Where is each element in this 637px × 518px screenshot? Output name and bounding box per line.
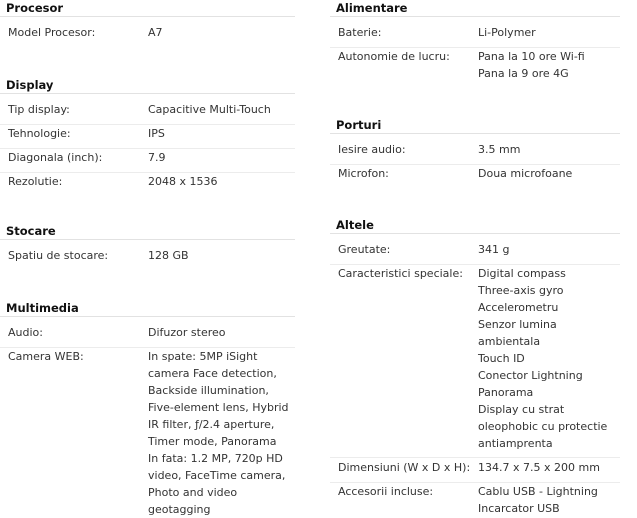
spec-row-dimensiuni (330, 457, 620, 482)
spec-label: Autonomie de lucru: (338, 50, 450, 63)
spec-row-greutate (330, 241, 620, 264)
spec-row-autonomie (330, 47, 620, 82)
spec-value-line: camera Face detection, (148, 367, 277, 380)
spec-value-line: Five-element lens, Hybrid (148, 401, 289, 414)
section-title: Procesor (0, 0, 295, 17)
spec-value-line: Digital compass (478, 267, 566, 280)
spec-value-line: Photo and video (148, 486, 238, 499)
spec-label: Microfon: (338, 167, 389, 180)
spec-label: Rezolutie: (8, 175, 63, 188)
spec-label: Baterie: (338, 26, 382, 39)
section-title: Porturi (330, 117, 620, 134)
spec-label: Spatiu de stocare: (8, 249, 109, 262)
spec-value-line: Senzor lumina (478, 318, 557, 331)
spec-value-line: Accelerometru (478, 301, 559, 314)
spec-value: Doua microfoane (478, 167, 573, 180)
spec-row-spatiu-stocare (0, 247, 295, 264)
section-title: Alimentare (330, 0, 620, 17)
spec-value: 3.5 mm (478, 143, 521, 156)
spec-label: Tip display: (8, 103, 70, 116)
spec-value: Difuzor stereo (148, 326, 226, 339)
spec-row-tip-display (0, 101, 295, 124)
spec-value-line: Three-axis gyro (478, 284, 564, 297)
spec-row-iesire-audio (330, 141, 620, 164)
spec-value: 134.7 x 7.5 x 200 mm (478, 461, 600, 474)
spec-label: Iesire audio: (338, 143, 406, 156)
spec-label: Greutate: (338, 243, 391, 256)
section-title: Multimedia (0, 300, 295, 317)
spec-value: IPS (148, 127, 165, 140)
spec-value-line: In fata: 1.2 MP, 720p HD (148, 452, 283, 465)
spec-value-line: video, FaceTime camera, (148, 469, 286, 482)
section-title: Stocare (0, 223, 295, 240)
section-display (0, 77, 295, 196)
spec-value-line: Cablu USB - Lightning (478, 485, 598, 498)
spec-label: Dimensiuni (W x D x H): (338, 461, 471, 474)
spec-value (478, 48, 620, 82)
spec-value: A7 (148, 26, 163, 39)
spec-value-line: Touch ID (478, 352, 525, 365)
section-porturi (330, 117, 620, 188)
spec-row-rezolutie (0, 172, 295, 196)
spec-row-tehnologie (0, 124, 295, 148)
spec-value-line: geotagging (148, 503, 211, 516)
spec-value-line: antiamprenta (478, 437, 553, 450)
spec-label: Camera WEB: (8, 350, 84, 363)
spec-value: 2048 x 1536 (148, 175, 218, 188)
spec-row-accesorii (330, 482, 620, 517)
spec-value-line: Pana la 10 ore Wi-fi (478, 50, 585, 63)
spec-row-baterie (330, 24, 620, 47)
spec-value-line: Pana la 9 ore 4G (478, 67, 569, 80)
section-alimentare (330, 0, 620, 82)
spec-row-diagonala (0, 148, 295, 172)
spec-value (478, 265, 620, 452)
section-procesor (0, 0, 295, 41)
spec-value (478, 483, 620, 517)
spec-value-line: Backside illumination, (148, 384, 269, 397)
section-multimedia (0, 300, 295, 518)
section-title: Altele (330, 217, 620, 234)
spec-value-line: IR filter, ƒ/2.4 aperture, (148, 418, 275, 431)
section-title: Display (0, 77, 295, 94)
spec-value: Capacitive Multi-Touch (148, 103, 271, 116)
spec-label: Diagonala (inch): (8, 151, 103, 164)
spec-value-line: In spate: 5MP iSight (148, 350, 258, 363)
spec-label: Tehnologie: (8, 127, 71, 140)
spec-value: 128 GB (148, 249, 189, 262)
spec-value-line: Timer mode, Panorama (148, 435, 277, 448)
spec-value-line: Panorama (478, 386, 534, 399)
spec-value: 341 g (478, 243, 510, 256)
spec-value: 7.9 (148, 151, 166, 164)
spec-row-microfon (330, 164, 620, 188)
spec-label: Caracteristici speciale: (338, 267, 463, 280)
spec-row-audio (0, 324, 295, 347)
spec-value-line: oleophobic cu protectie (478, 420, 608, 433)
spec-value (148, 348, 295, 518)
spec-value-line: Conector Lightning (478, 369, 583, 382)
spec-row-camera-web (0, 347, 295, 518)
spec-value-line: Incarcator USB (478, 502, 560, 515)
spec-label: Audio: (8, 326, 43, 339)
section-stocare (0, 223, 295, 264)
spec-value: Li-Polymer (478, 26, 536, 39)
spec-row-caracteristici-speciale (330, 264, 620, 457)
spec-value-line: ambientala (478, 335, 541, 348)
spec-row-model-procesor (0, 24, 295, 41)
spec-value-line: Display cu strat (478, 403, 565, 416)
spec-label: Accesorii incluse: (338, 485, 434, 498)
section-altele (330, 217, 620, 517)
spec-label: Model Procesor: (8, 26, 96, 39)
